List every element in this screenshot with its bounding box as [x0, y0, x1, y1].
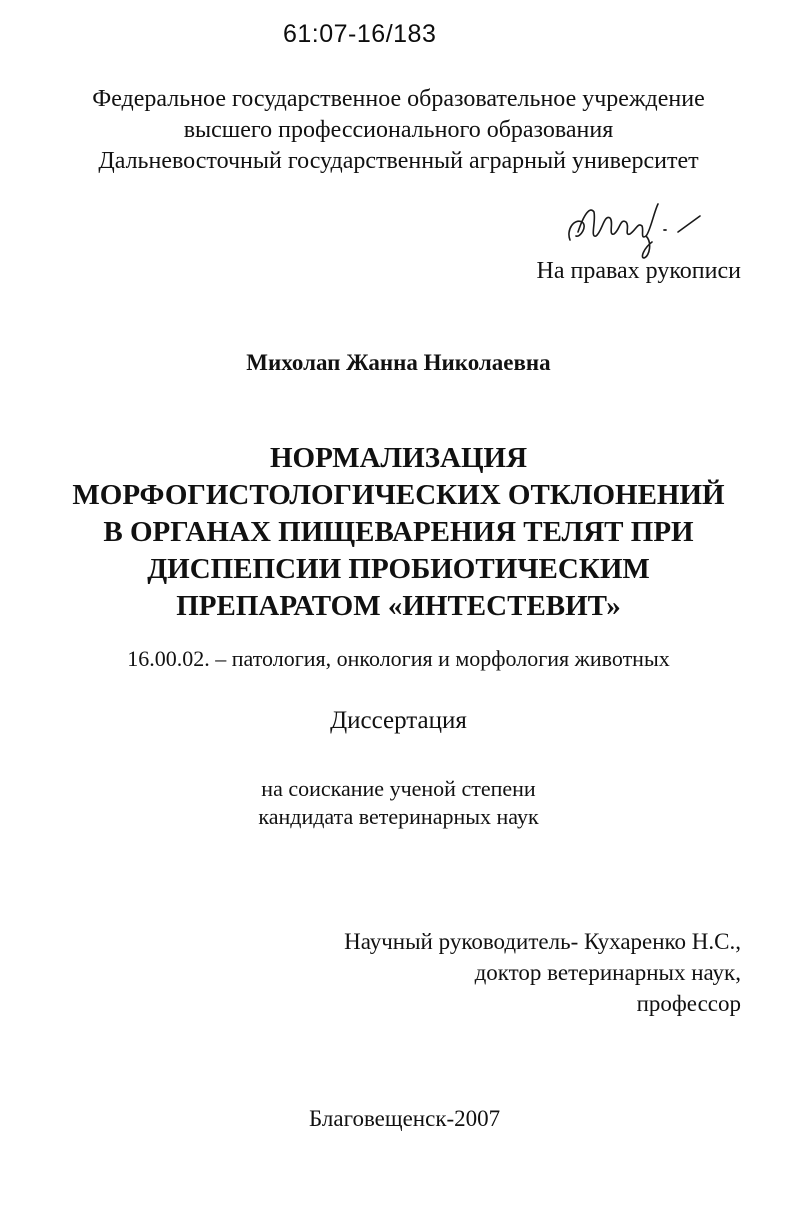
author-name: Михолап Жанна Николаевна — [246, 350, 551, 375]
degree-line: на соискание ученой степени — [261, 776, 536, 801]
title-line: НОРМАЛИЗАЦИЯ — [269, 442, 528, 474]
title-line: ПРЕПАРАТОМ «ИНТЕСТЕВИТ» — [176, 590, 621, 622]
rights-note: На правах рукописи — [536, 258, 741, 284]
document-type: Диссертация — [330, 707, 467, 734]
specialty-code: 16.00.02. – патология, онкология и морфология животных — [127, 646, 670, 671]
supervisor-line: доктор ветеринарных наук, — [474, 960, 741, 985]
institution-line: высшего профессионального образования — [183, 117, 614, 143]
handwritten-signature — [560, 192, 710, 262]
supervisor-line: Научный руководитель- Кухаренко Н.С., — [344, 929, 741, 954]
institution-line: Федеральное государственное образовательное учреждение — [92, 86, 705, 112]
city-year: Благовещенск-2007 — [309, 1106, 501, 1131]
title-line: ДИСПЕПСИИ ПРОБИОТИЧЕСКИМ — [147, 553, 650, 585]
dissertation-title — [0, 440, 797, 625]
degree-block — [0, 775, 797, 831]
title-line: В ОРГАНАХ ПИЩЕВАРЕНИЯ ТЕЛЯТ ПРИ — [103, 516, 694, 548]
degree-line: кандидата ветеринарных наук — [258, 804, 539, 829]
title-line: МОРФОГИСТОЛОГИЧЕСКИХ ОТКЛОНЕНИЙ — [72, 479, 725, 511]
supervisor-block — [344, 926, 741, 1019]
archive-stamp: 61:07-16/183 — [283, 20, 437, 48]
institution-line: Дальневосточный государственный аграрный университет — [98, 148, 699, 174]
supervisor-line: профессор — [636, 991, 741, 1016]
institution-block — [0, 84, 797, 177]
